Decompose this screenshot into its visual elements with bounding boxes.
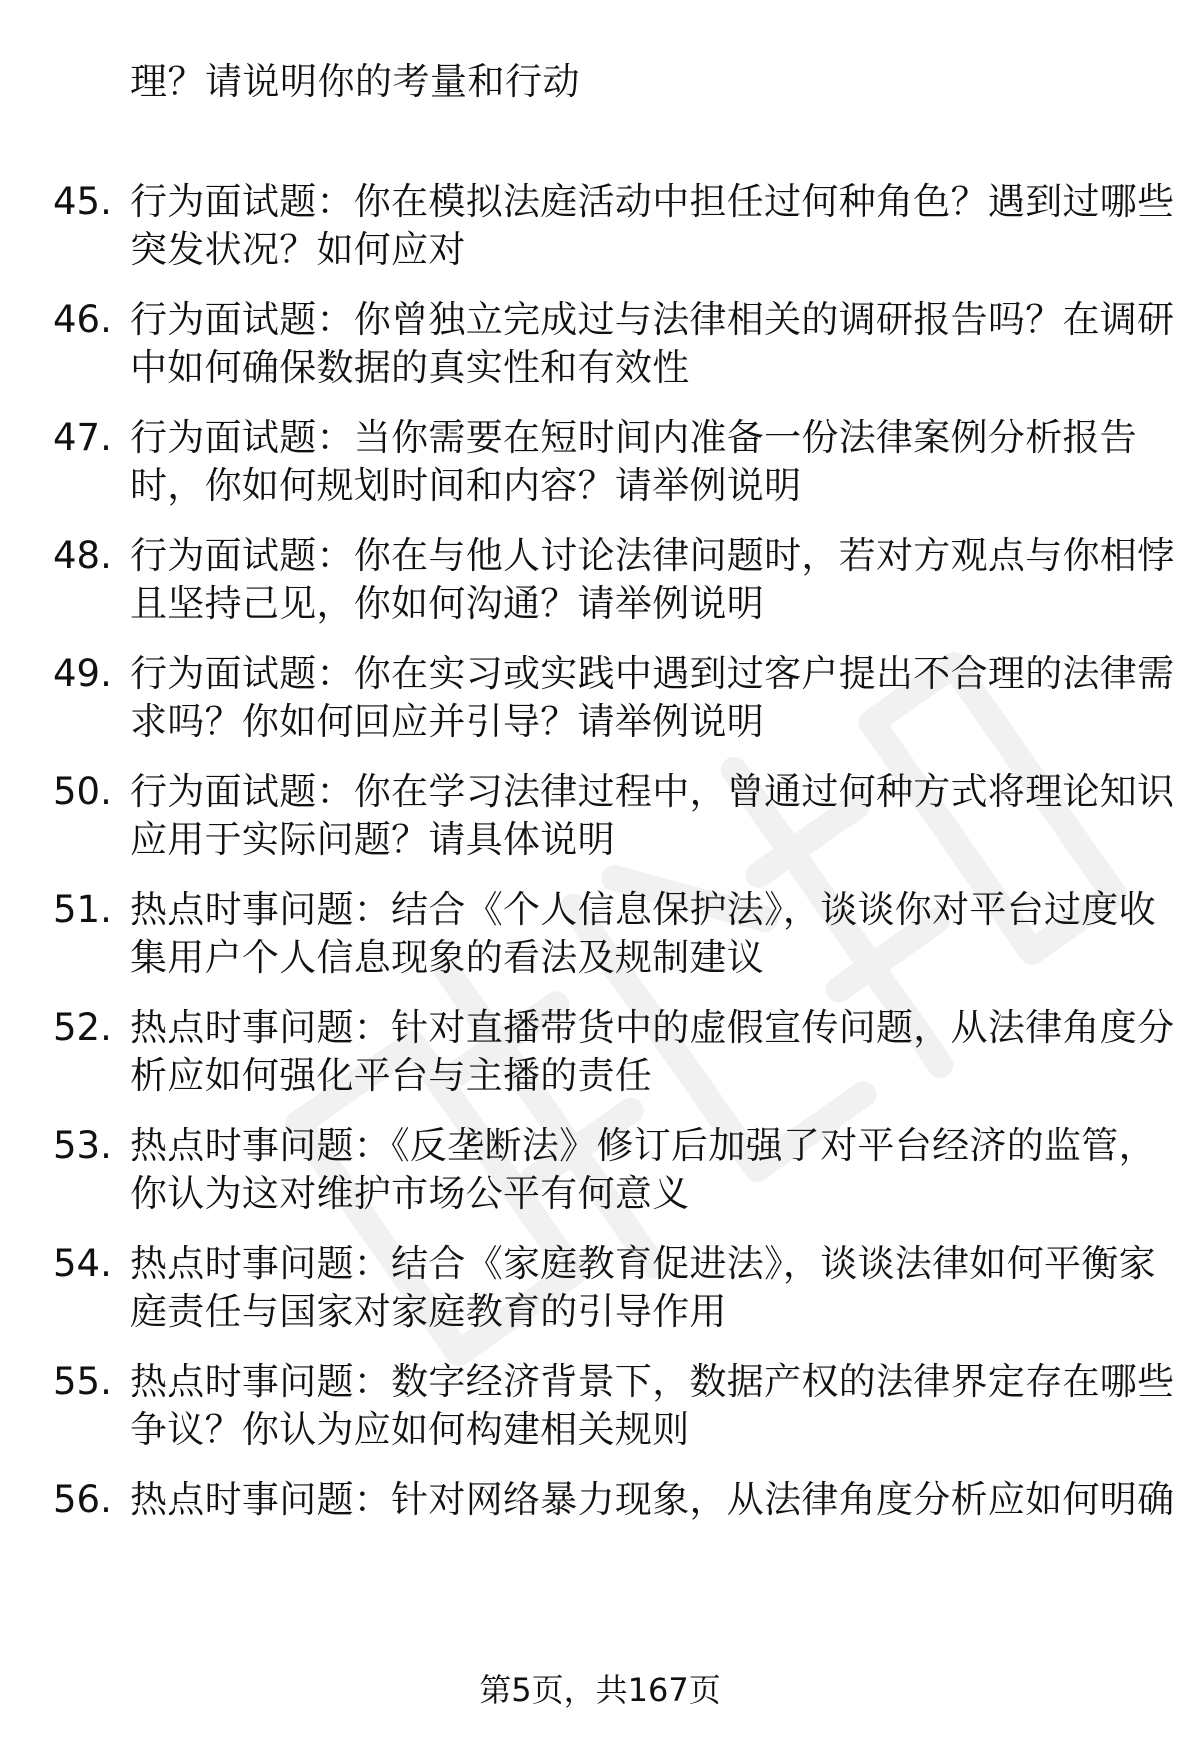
- question-text: [130, 650, 1175, 746]
- question-item: [0, 1476, 1200, 1586]
- question-text-line: 时，你如何规划时间和内容？请举例说明: [130, 464, 802, 507]
- question-text-line: 庭责任与国家对家庭教育的引导作用: [130, 1290, 727, 1333]
- question-number: 56.: [53, 1478, 112, 1521]
- question-text: [130, 1358, 1175, 1454]
- question-text-line: 突发状况？如何应对: [130, 228, 466, 271]
- question-number: 50.: [53, 770, 112, 813]
- question-item: [0, 1122, 1200, 1232]
- question-text-line: 行为面试题：你在与他人讨论法律问题时，若对方观点与你相悖: [130, 534, 1175, 577]
- question-text-line: 热点时事问题：结合《家庭教育促进法》，谈谈法律如何平衡家: [130, 1242, 1156, 1285]
- question-text: [130, 532, 1175, 628]
- question-number: 47.: [53, 416, 112, 459]
- question-text: [130, 886, 1156, 982]
- question-number: 49.: [53, 652, 112, 695]
- question-number: 45.: [53, 180, 112, 223]
- question-text-line: 热点时事问题：针对网络暴力现象，从法律角度分析应如何明确: [130, 1478, 1175, 1521]
- question-text: [130, 178, 1175, 274]
- question-item: [0, 1240, 1200, 1350]
- question-item: [0, 414, 1200, 524]
- question-item: [0, 296, 1200, 406]
- question-item: [0, 768, 1200, 878]
- question-text: [130, 1240, 1156, 1336]
- question-item: [0, 1358, 1200, 1468]
- question-text-line: 应用于实际问题？请具体说明: [130, 818, 615, 861]
- question-text: [130, 1122, 1156, 1218]
- question-item: [0, 532, 1200, 642]
- question-text-line: 热点时事问题：数字经济背景下，数据产权的法律界定存在哪些: [130, 1360, 1175, 1403]
- page-footer: 第5页，共167页: [479, 1671, 721, 1709]
- question-text-line: 行为面试题：你在实习或实践中遇到过客户提出不合理的法律需: [130, 652, 1175, 695]
- question-text: [130, 1476, 1175, 1524]
- question-text-line: 行为面试题：当你需要在短时间内准备一份法律案例分析报告: [130, 416, 1138, 459]
- question-text-line: 且坚持己见，你如何沟通？请举例说明: [130, 582, 765, 625]
- question-number: 51.: [53, 888, 112, 931]
- question-text-line: 中如何确保数据的真实性和有效性: [130, 346, 690, 389]
- question-text-line: 热点时事问题：《反垄断法》修订后加强了对平台经济的监管，: [130, 1124, 1156, 1167]
- question-item: [0, 650, 1200, 760]
- continuation-line: 理？请说明你的考量和行动: [130, 60, 580, 103]
- question-text-line: 热点时事问题：针对直播带货中的虚假宣传问题，从法律角度分: [130, 1006, 1175, 1049]
- question-text-line: 行为面试题：你曾独立完成过与法律相关的调研报告吗？在调研: [130, 298, 1175, 341]
- question-number: 48.: [53, 534, 112, 577]
- question-text-line: 行为面试题：你在模拟法庭活动中担任过何种角色？遇到过哪些: [130, 180, 1175, 223]
- question-text-line: 行为面试题：你在学习法律过程中，曾通过何种方式将理论知识: [130, 770, 1175, 813]
- question-number: 46.: [53, 298, 112, 341]
- question-text: [130, 296, 1175, 392]
- question-text-line: 求吗？你如何回应并引导？请举例说明: [130, 700, 765, 743]
- question-item: [0, 178, 1200, 288]
- question-text-line: 析应如何强化平台与主播的责任: [130, 1054, 653, 1097]
- question-number: 53.: [53, 1124, 112, 1167]
- question-text: [130, 414, 1140, 510]
- question-text-line: 集用户个人信息现象的看法及规制建议: [130, 936, 765, 979]
- question-item: [0, 886, 1200, 996]
- question-text-line: 热点时事问题：结合《个人信息保护法》，谈谈你对平台过度收: [130, 888, 1156, 931]
- question-number: 55.: [53, 1360, 112, 1403]
- question-item: [0, 1004, 1200, 1114]
- question-number: 52.: [53, 1006, 112, 1049]
- question-text-line: 你认为这对维护市场公平有何意义: [130, 1172, 690, 1215]
- question-number: 54.: [53, 1242, 112, 1285]
- question-text-line: 争议？你认为应如何构建相关规则: [130, 1408, 690, 1451]
- question-text: [130, 768, 1175, 864]
- question-text: [130, 1004, 1175, 1100]
